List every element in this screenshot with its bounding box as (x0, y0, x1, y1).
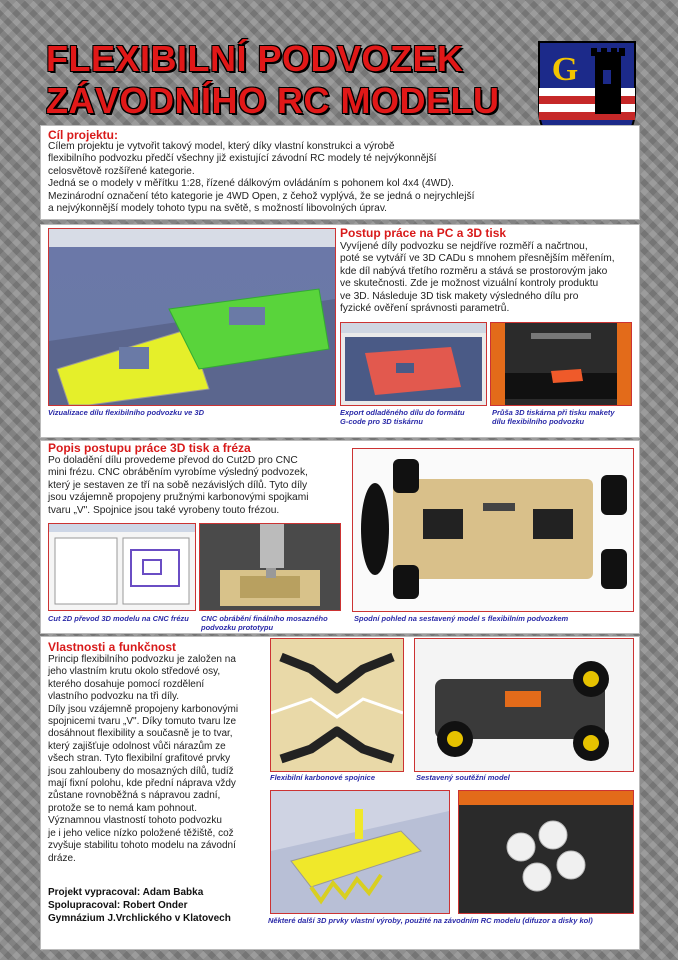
cut2d-graphic (49, 524, 195, 610)
gcode-graphic (341, 323, 486, 405)
bottom-view-image (352, 448, 634, 612)
poster-title-line1: FLEXIBILNÍ PODVOZEK (46, 38, 464, 79)
workflow-heading: Postup práce na PC a 3D tisk (340, 226, 507, 240)
caption-bottom-view: Spodní pohled na sestavený model s flexibilním podvozkem (354, 614, 569, 623)
caption-cad: Vizualizace dílu flexibilního podvozku ve 3D (48, 408, 205, 417)
carbon-joints-graphic (271, 639, 403, 771)
caption-assembled: Sestavený soutěžní model (416, 773, 510, 782)
caption-parts: Některé další 3D prvky vlastní výroby, použité na závodním RC modelu (difuzor a disky kol) (268, 916, 593, 925)
cad-screenshot-image (48, 228, 336, 406)
workflow-text: Vyvíjené díly podvozku se nejdříve rozměří a načrtnou, poté se vytváří ve 3D CADu s mnohem přesnějším měřením, kde díl nabývá třetího rozměru a stává se prostorovým jako ve skutečnosti. Zde je možnost vizuální kontroly produktu ve 3D. Následuje 3D tisk makety výsledného dílu pro fyzické ověření správnosti parametrů. (340, 241, 615, 315)
printer-graphic (491, 323, 631, 405)
caption-printer: Průša 3D tiskárna při tisku makety dílu flexibilního podvozku (492, 408, 615, 426)
process-text: Po doladění dílu provedeme převod do Cut2D pro CNC mini frézu. CNC obráběním vyrobíme výsledný podvozek, který je sestaven ze tří na sobě nezávislých dílů. Tyto díly jsou vzájemně propojeny pružnými karbonovými spojkami tvaru „V". Spojnice jsou také vyrobeny touto frézou. (48, 455, 309, 516)
assembled-model-graphic (415, 639, 633, 771)
gcode-export-image (340, 322, 487, 406)
caption-cut2d: Cut 2D převod 3D modelu na CNC frézu (48, 614, 189, 623)
caption-cnc: CNC obrábění finálního mosazného podvozku prototypu (201, 614, 328, 632)
goal-heading: Cíl projektu: (48, 128, 119, 142)
assembled-model-image (414, 638, 634, 772)
poster-title-line2: ZÁVODNÍHO RC MODELU (46, 80, 500, 121)
wheel-rims-graphic (459, 791, 633, 913)
cut2d-image (48, 523, 196, 611)
diffuser-graphic (271, 791, 449, 913)
wheel-rims-image (458, 790, 634, 914)
caption-export: Export odladěného dílu do formátu G-code pro 3D tiskárnu (340, 408, 465, 426)
bottom-view-graphic (353, 449, 633, 611)
features-text: Princip flexibilního podvozku je založen na jeho vlastním krutu okolo středové osy, kterého dosahuje pomocí rozdělení vlastního podvozku na tři díly. Díly jsou vzájemně propojeny karbonovými spojnicemi tvaru „V". Díky tomuto tvaru lze dosáhnout flexibility a současně je to tvar, který zajišťuje odolnost vůči nárazům ze všech stran. Tyto flexibilní grafitové prvky jsou zahloubeny do mosazných dílů, tudíž mají fixní polohu, kde přední náprava vždy zůstane rovnoběžná s nápravou zadní, protože se to nemá kam pohnout. Významnou vlastností tohoto podvozku je i jeho velice nízko položené těžiště, což zvyšuje stabilitu tohoto modelu na závodní dráze. (48, 654, 239, 864)
process-heading: Popis postupu práce 3D tisk a fréza (48, 441, 251, 455)
goal-text: Cílem projektu je vytvořit takový model, který díky vlastní konstrukci a výrobě flexibilního podvozku předčí všechny již existující závodní RC modely té nejvýkonnější celosvětově rozšířené kategorie. Jedná se o modely v měřítku 1:28, řízené dálkovým ovládáním s pohonem kol 4x4 (4WD). Mezinárodní označení této kategorie je 4WD Open, z čehož vyplývá, že se jedná o nejrychlejší a nejvýkonnější modely tohoto typu na světě, s možností libovolných úprav. (48, 141, 475, 215)
carbon-joints-image (270, 638, 404, 772)
credits: Projekt vypracoval: Adam Babka Spolupracoval: Robert Onder Gymnázium J.Vrchlického v Klatovech (48, 887, 231, 924)
diffuser-image (270, 790, 450, 914)
cad-parts-graphic (49, 229, 335, 405)
cnc-graphic (200, 524, 340, 610)
crest-letter: G (551, 51, 579, 88)
cnc-image (199, 523, 341, 611)
features-heading: Vlastnosti a funkčnost (48, 640, 177, 654)
caption-carbon: Flexibilní karbonové spojnice (270, 773, 376, 782)
printer-image (490, 322, 632, 406)
